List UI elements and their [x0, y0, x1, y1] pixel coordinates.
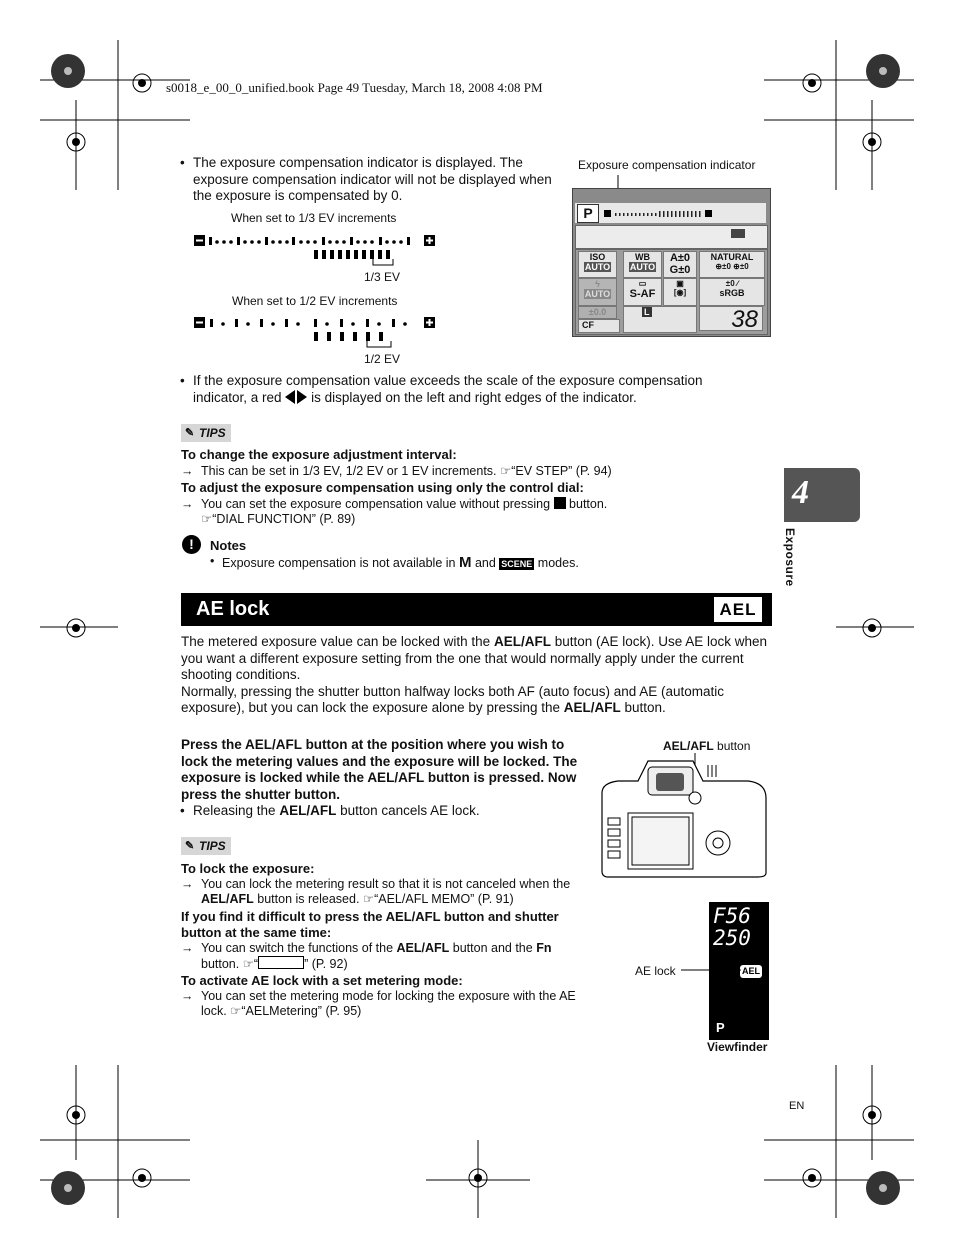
vf-mode: P	[716, 1020, 725, 1035]
tips2-heading-1: To lock the exposure:	[181, 861, 315, 876]
pencil-icon: ✎	[185, 840, 195, 852]
scale-12-ev	[193, 315, 443, 343]
pencil-icon: ✎	[185, 427, 195, 439]
arrow-icon: →	[181, 497, 194, 511]
ael-button-caption: AEL/AFL button	[663, 739, 751, 753]
lcd-wb-adjust: A±0 G±0	[663, 251, 697, 278]
label-13-ev: When set to 1/3 EV increments	[231, 211, 397, 225]
chapter-label: Exposure	[783, 528, 797, 587]
lcd-ev-indicator	[603, 209, 715, 219]
ae-lock-caption: AE lock	[635, 964, 676, 978]
vf-ael-icon: AEL	[742, 966, 760, 976]
lcd-af-mode: ▭ S-AF	[623, 278, 662, 306]
scene-mode-icon: SCENE	[501, 559, 533, 569]
red-arrows-icon	[285, 390, 307, 404]
tips1-heading-2: To adjust the exposure compensation using only the control dial:	[181, 480, 584, 495]
lcd-card: CF	[578, 319, 620, 333]
manual-mode-icon: M	[458, 554, 472, 571]
chapter-tab: 4	[784, 468, 860, 522]
lcd-flash-comp: ±0.0	[578, 306, 617, 319]
tips-badge-2: ✎ TIPS	[181, 837, 231, 855]
book-header: s0018_e_00_0_unified.book Page 49 Tuesday, March 18, 2008 4:08 PM	[166, 80, 543, 95]
lcd-flash: ϟ AUTO	[578, 278, 617, 306]
intro-bullet-2: • If the exposure compensation value exceeds the scale of the exposure compensation indicator, a red is displayed on the left and right edges of the indicator.	[180, 373, 703, 405]
bracket-13	[372, 259, 396, 269]
control-panel-lcd	[572, 188, 771, 337]
scale-13-ev	[193, 233, 443, 261]
fn-button-icon: Fn	[536, 941, 552, 955]
lcd-metering: ▣ [◉]	[663, 278, 697, 306]
tips-badge-1: ✎ TIPS	[181, 424, 231, 442]
tips2-line-1: → You can lock the metering result so that it is not canceled when the AEL/AFL button is released. ☞“AEL/AFL MEMO” (P. 91)	[181, 877, 571, 906]
bracket-12	[366, 341, 394, 351]
lcd-picture-mode: NATURAL ⊕±0 ⊕±0	[699, 251, 765, 278]
indicator-caption: Exposure compensation indicator	[578, 158, 756, 172]
tips1-line-2: → You can set the exposure compensation value without pressing button. ☞“DIAL FUNCTION” (P. 89)	[181, 497, 608, 526]
tips2-line-2: → You can switch the functions of the AEL/AFL button and the Fn button. ☞“ ” (P. 92)	[181, 941, 552, 971]
tips1-line-1: → This can be set in 1/3 EV, 1/2 EV or 1 EV increments. ☞“EV STEP” (P. 94)	[181, 464, 612, 478]
label-12-ev: When set to 1/2 EV increments	[232, 294, 398, 308]
ae-step: Press the AEL/AFL button at the position where you wish to lock the metering values and the exposure will be locked. The exposure is locked while the AEL/AFL button is pressed. Now press the shutter button.	[181, 737, 578, 802]
tips2-line-3: → You can set the metering mode for locking the exposure with the AE lock. ☞“AELMetering” (P. 95)	[181, 989, 576, 1018]
notes-text: • Exposure compensation is not available in M and SCENE modes.	[210, 554, 579, 571]
lcd-record-mode: L	[623, 306, 697, 333]
section-title: AE lock	[196, 598, 270, 620]
camera-back-illustration	[598, 753, 770, 879]
lcd-mode: P	[577, 204, 599, 223]
noise-reduction-icon	[731, 229, 745, 238]
intro-bullet-1: • The exposure compensation indicator is displayed. The exposure compensation indicator will not be displayed when the exposure is compensated by 0.	[180, 155, 552, 203]
lcd-frame-count: 38	[699, 306, 763, 331]
ae-release-note: • Releasing the AEL/AFL button cancels AE lock.	[180, 803, 480, 818]
ael-badge: AEL	[714, 597, 762, 622]
notes-icon: !	[182, 535, 201, 554]
vf-aperture: F56	[713, 904, 751, 928]
label-12-ev-step: 1/2 EV	[364, 352, 401, 366]
viewfinder-caption: Viewfinder	[707, 1040, 768, 1054]
arrow-icon: →	[181, 941, 194, 955]
label-13-ev-step: 1/3 EV	[364, 270, 401, 284]
lcd-color-space: ±0 ∕ sRGB	[699, 278, 765, 306]
tips1-heading-1: To change the exposure adjustment interval:	[181, 447, 457, 462]
arrow-icon: →	[181, 464, 194, 478]
vf-shutter: 250	[713, 926, 751, 950]
arrow-icon: →	[181, 877, 194, 891]
ae-lock-leader	[681, 969, 743, 973]
lcd-iso: ISO AUTO	[578, 251, 617, 278]
ae-lock-section-header	[181, 593, 772, 626]
ae-paragraph-1: The metered exposure value can be locked with the AEL/AFL button (AE lock). Use AE lock when you want a different exposure setting from the one that would normally apply under the current shooting conditions. Normally, pressing the shutter button halfway locks both AF (auto focus) and AE (automatic exposure), but you can lock the exposure alone by pressing the AEL/AFL button.	[181, 634, 768, 715]
tips2-heading-2: If you find it difficult to press the AEL/AFL button and shutter button at the same time:	[181, 909, 559, 940]
lcd-wb: WB AUTO	[623, 251, 662, 278]
arrow-icon: →	[181, 989, 194, 1003]
exposure-comp-icon	[554, 497, 566, 509]
tips2-heading-3: To activate AE lock with a set metering mode:	[181, 973, 463, 988]
notes-title: Notes	[210, 538, 247, 553]
ael-fn-swap-icon	[258, 956, 304, 969]
language-label: EN	[789, 1100, 805, 1112]
